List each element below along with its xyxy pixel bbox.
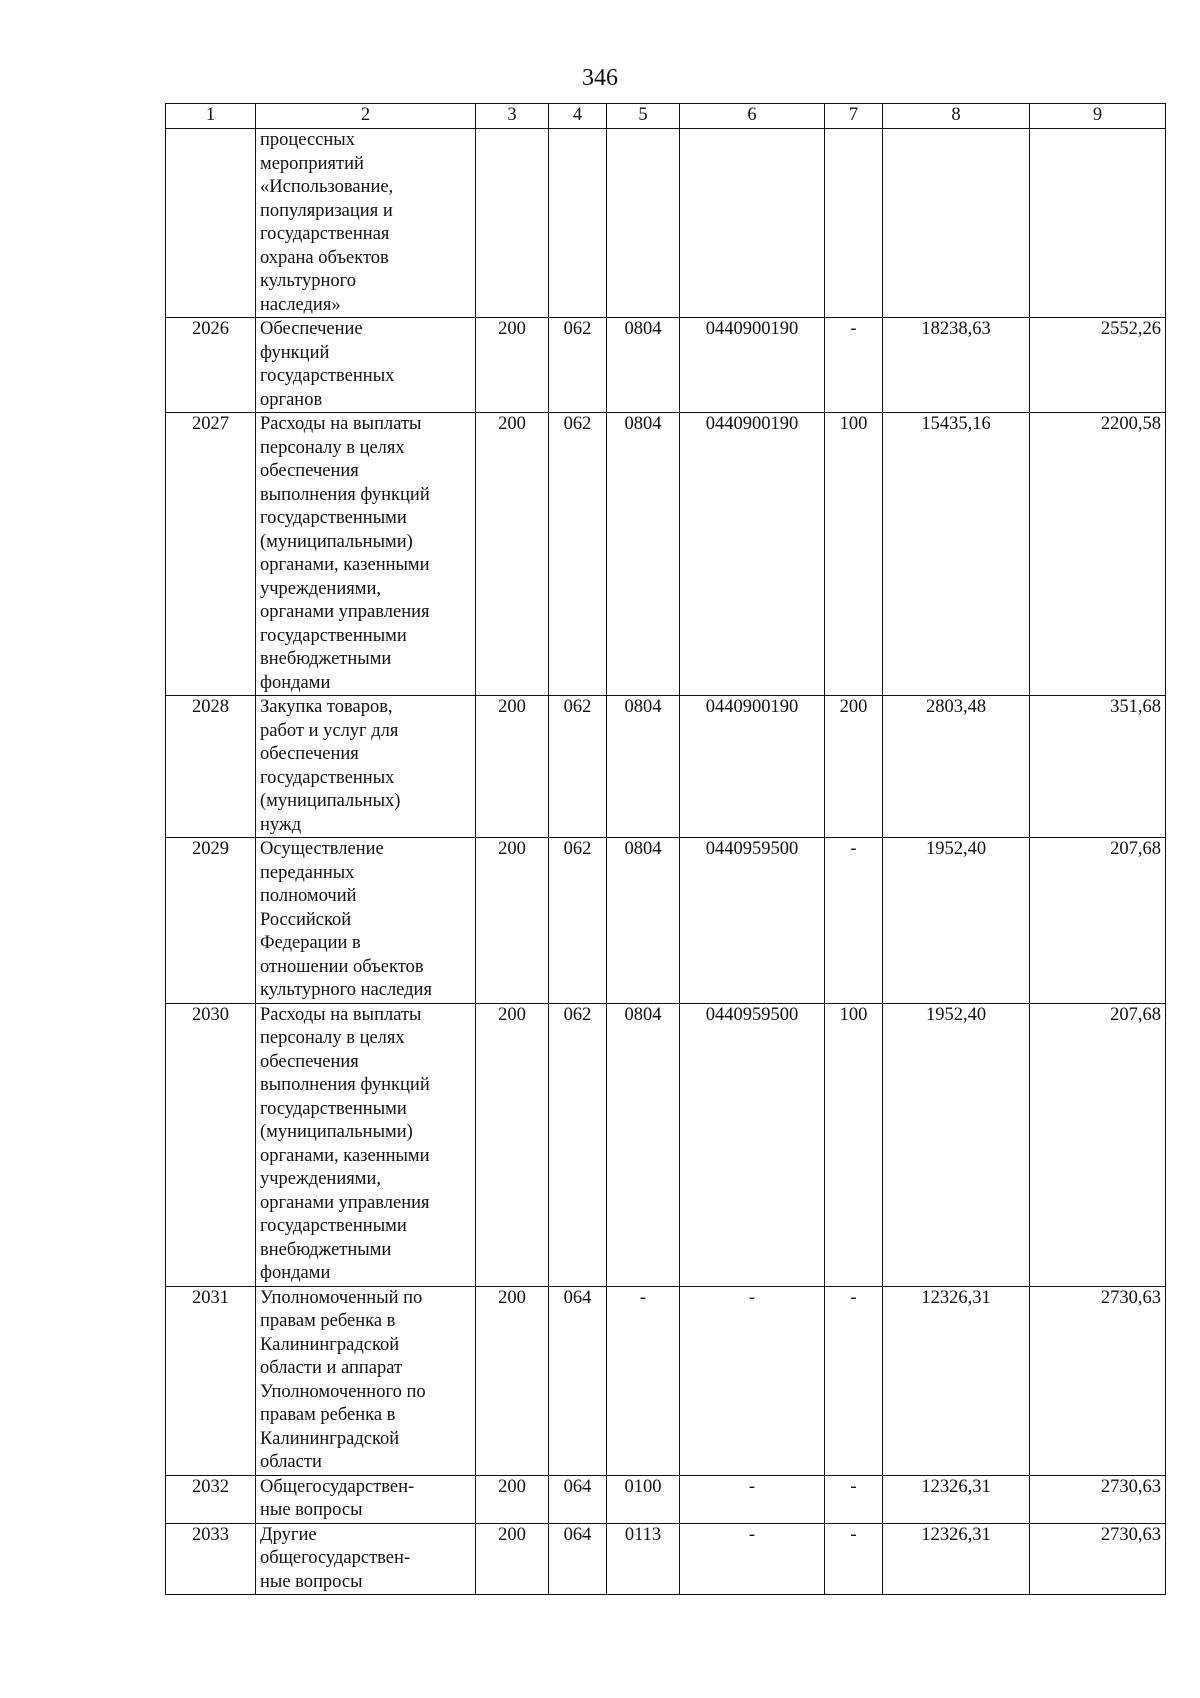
cell-description	[256, 1523, 476, 1595]
description-line: полномочий	[260, 886, 357, 906]
column-header-9: 9	[1030, 104, 1166, 129]
cell-expense-type: -	[825, 838, 883, 1004]
cell-ministry-code: 064	[549, 1523, 607, 1595]
description-line: фондами	[260, 1263, 331, 1283]
cell-section-code: 0804	[607, 1003, 680, 1286]
description-line: Российской	[260, 909, 352, 930]
description-line: охрана объектов	[260, 247, 389, 268]
cell-expense-type: -	[825, 318, 883, 413]
cell-amount-2: 207,68	[1030, 838, 1166, 1004]
cell-amount-1: 2803,48	[883, 696, 1030, 838]
description-line: обеспечения	[260, 744, 359, 764]
description-line: ные вопросы	[260, 1500, 363, 1520]
table-row	[166, 1523, 1166, 1595]
description-line: Федерации в	[260, 933, 361, 953]
description-line: функций	[260, 342, 330, 363]
description-line: культурного	[260, 271, 356, 291]
description-line: области и аппарат	[260, 1358, 403, 1378]
cell-description	[256, 1286, 476, 1475]
cell-admin-code: 200	[476, 1523, 549, 1595]
description-line: Общегосударствен-	[260, 1476, 415, 1497]
cell-row-number: 2033	[166, 1523, 256, 1595]
cell-section-code	[607, 129, 680, 318]
cell-admin-code: 200	[476, 413, 549, 696]
table-row	[166, 1475, 1166, 1523]
cell-section-code: -	[607, 1286, 680, 1475]
description-line: государственными	[260, 625, 407, 646]
description-line: государственными	[260, 1098, 407, 1119]
cell-admin-code: 200	[476, 696, 549, 838]
column-header-5: 5	[607, 104, 680, 129]
description-line: персоналу в целях	[260, 437, 405, 458]
cell-amount-1: 12326,31	[883, 1286, 1030, 1475]
cell-row-number: 2030	[166, 1003, 256, 1286]
cell-target-article: 0440900190	[680, 696, 825, 838]
cell-amount-1	[883, 129, 1030, 318]
cell-admin-code: 200	[476, 1286, 549, 1475]
description-line: отношении объектов	[260, 956, 424, 977]
cell-amount-2: 351,68	[1030, 696, 1166, 838]
description-line: органами, казенными	[260, 1145, 430, 1166]
column-header-7: 7	[825, 104, 883, 129]
cell-ministry-code: 062	[549, 838, 607, 1004]
cell-amount-2	[1030, 129, 1166, 318]
cell-target-article: 0440900190	[680, 318, 825, 413]
description-line: учреждениями,	[260, 578, 381, 599]
cell-description	[256, 413, 476, 696]
description-line: Калининградской	[260, 1428, 400, 1449]
table-row	[166, 1286, 1166, 1475]
cell-description	[256, 1003, 476, 1286]
description-line: Расходы на выплаты	[260, 414, 422, 434]
cell-amount-1: 1952,40	[883, 838, 1030, 1004]
column-header-8: 8	[883, 104, 1030, 129]
cell-row-number: 2026	[166, 318, 256, 413]
cell-row-number: 2031	[166, 1286, 256, 1475]
table-header	[166, 104, 1166, 129]
description-line: (муниципальными)	[260, 531, 413, 552]
description-line: государственными	[260, 1216, 407, 1236]
description-line: обеспечения	[260, 1051, 359, 1072]
cell-description	[256, 318, 476, 413]
cell-admin-code	[476, 129, 549, 318]
cell-amount-2: 207,68	[1030, 1003, 1166, 1286]
cell-description	[256, 129, 476, 318]
description-line: (муниципальных)	[260, 791, 401, 811]
cell-ministry-code: 062	[549, 413, 607, 696]
description-line: органов	[260, 389, 323, 410]
cell-expense-type: 200	[825, 696, 883, 838]
cell-expense-type: 100	[825, 413, 883, 696]
table-row	[166, 129, 1166, 318]
cell-expense-type	[825, 129, 883, 318]
description-line: Калининградской	[260, 1334, 400, 1355]
description-line: правам ребенка в	[260, 1311, 396, 1331]
description-line: внебюджетными	[260, 649, 392, 669]
column-header-6: 6	[680, 104, 825, 129]
cell-amount-2: 2730,63	[1030, 1523, 1166, 1595]
cell-expense-type: -	[825, 1475, 883, 1523]
description-line: выполнения функций	[260, 1075, 430, 1095]
cell-amount-1: 12326,31	[883, 1523, 1030, 1595]
cell-target-article: -	[680, 1475, 825, 1523]
cell-target-article: -	[680, 1523, 825, 1595]
table-row	[166, 1003, 1166, 1286]
cell-ministry-code: 064	[549, 1286, 607, 1475]
description-line: государственных	[260, 366, 395, 386]
description-line: государственная	[260, 224, 390, 244]
cell-description	[256, 1475, 476, 1523]
header-row	[166, 104, 1166, 129]
column-header-4: 4	[549, 104, 607, 129]
cell-description	[256, 696, 476, 838]
description-line: правам ребенка в	[260, 1405, 396, 1425]
table-row	[166, 696, 1166, 838]
description-line: общегосударствен-	[260, 1548, 411, 1568]
table-row	[166, 318, 1166, 413]
cell-ministry-code: 062	[549, 318, 607, 413]
cell-row-number: 2029	[166, 838, 256, 1004]
description-line: органами управления	[260, 1192, 430, 1213]
description-line: Уполномоченный по	[260, 1287, 423, 1308]
description-line: персоналу в целях	[260, 1028, 405, 1048]
cell-row-number	[166, 129, 256, 318]
cell-target-article: 0440959500	[680, 1003, 825, 1286]
description-line: ные вопросы	[260, 1571, 363, 1592]
description-line: нужд	[260, 814, 302, 835]
table-row	[166, 413, 1166, 696]
cell-target-article: 0440900190	[680, 413, 825, 696]
cell-section-code: 0113	[607, 1523, 680, 1595]
description-line: учреждениями,	[260, 1169, 381, 1189]
description-line: Закупка товаров,	[260, 697, 393, 717]
description-line: «Использование,	[260, 177, 394, 197]
description-line: Уполномоченного по	[260, 1381, 426, 1402]
cell-expense-type: -	[825, 1286, 883, 1475]
budget-table	[165, 103, 1166, 1595]
cell-amount-2: 2730,63	[1030, 1286, 1166, 1475]
description-line: работ и услуг для	[260, 720, 399, 741]
table-body	[166, 129, 1166, 1595]
description-line: государственных	[260, 767, 395, 788]
description-line: Расходы на выплаты	[260, 1004, 422, 1025]
description-line: обеспечения	[260, 461, 359, 481]
cell-target-article	[680, 129, 825, 318]
cell-amount-1: 12326,31	[883, 1475, 1030, 1523]
cell-amount-2: 2730,63	[1030, 1475, 1166, 1523]
description-line: выполнения функций	[260, 484, 430, 505]
cell-description	[256, 838, 476, 1004]
cell-admin-code: 200	[476, 318, 549, 413]
cell-amount-2: 2552,26	[1030, 318, 1166, 413]
cell-expense-type: -	[825, 1523, 883, 1595]
cell-target-article: 0440959500	[680, 838, 825, 1004]
cell-row-number: 2027	[166, 413, 256, 696]
cell-section-code: 0804	[607, 318, 680, 413]
description-line: Осуществление	[260, 839, 384, 859]
cell-admin-code: 200	[476, 1003, 549, 1286]
cell-amount-1: 15435,16	[883, 413, 1030, 696]
column-header-2: 2	[256, 104, 476, 129]
column-header-3: 3	[476, 104, 549, 129]
cell-expense-type: 100	[825, 1003, 883, 1286]
cell-row-number: 2028	[166, 696, 256, 838]
cell-row-number: 2032	[166, 1475, 256, 1523]
description-line: фондами	[260, 672, 331, 693]
page-number: 346	[582, 65, 618, 91]
cell-section-code: 0804	[607, 838, 680, 1004]
description-line: государственными	[260, 508, 407, 528]
cell-amount-1: 18238,63	[883, 318, 1030, 413]
description-line: культурного наследия	[260, 980, 432, 1000]
cell-admin-code: 200	[476, 838, 549, 1004]
description-line: органами управления	[260, 602, 430, 622]
description-line: Обеспечение	[260, 319, 363, 339]
description-line: области	[260, 1452, 322, 1472]
cell-section-code: 0804	[607, 696, 680, 838]
cell-ministry-code: 062	[549, 696, 607, 838]
description-line: процессных	[260, 130, 355, 150]
cell-section-code: 0804	[607, 413, 680, 696]
description-line: органами, казенными	[260, 555, 430, 575]
description-line: наследия»	[260, 294, 341, 315]
table-row	[166, 838, 1166, 1004]
description-line: мероприятий	[260, 153, 364, 174]
description-line: популяризация и	[260, 200, 393, 221]
description-line: Другие	[260, 1524, 317, 1545]
cell-amount-1: 1952,40	[883, 1003, 1030, 1286]
cell-ministry-code: 064	[549, 1475, 607, 1523]
column-header-1: 1	[166, 104, 256, 129]
cell-admin-code: 200	[476, 1475, 549, 1523]
description-line: (муниципальными)	[260, 1122, 413, 1142]
cell-amount-2: 2200,58	[1030, 413, 1166, 696]
cell-target-article: -	[680, 1286, 825, 1475]
description-line: переданных	[260, 862, 355, 883]
cell-ministry-code	[549, 129, 607, 318]
cell-ministry-code: 062	[549, 1003, 607, 1286]
description-line: внебюджетными	[260, 1239, 392, 1260]
cell-section-code: 0100	[607, 1475, 680, 1523]
